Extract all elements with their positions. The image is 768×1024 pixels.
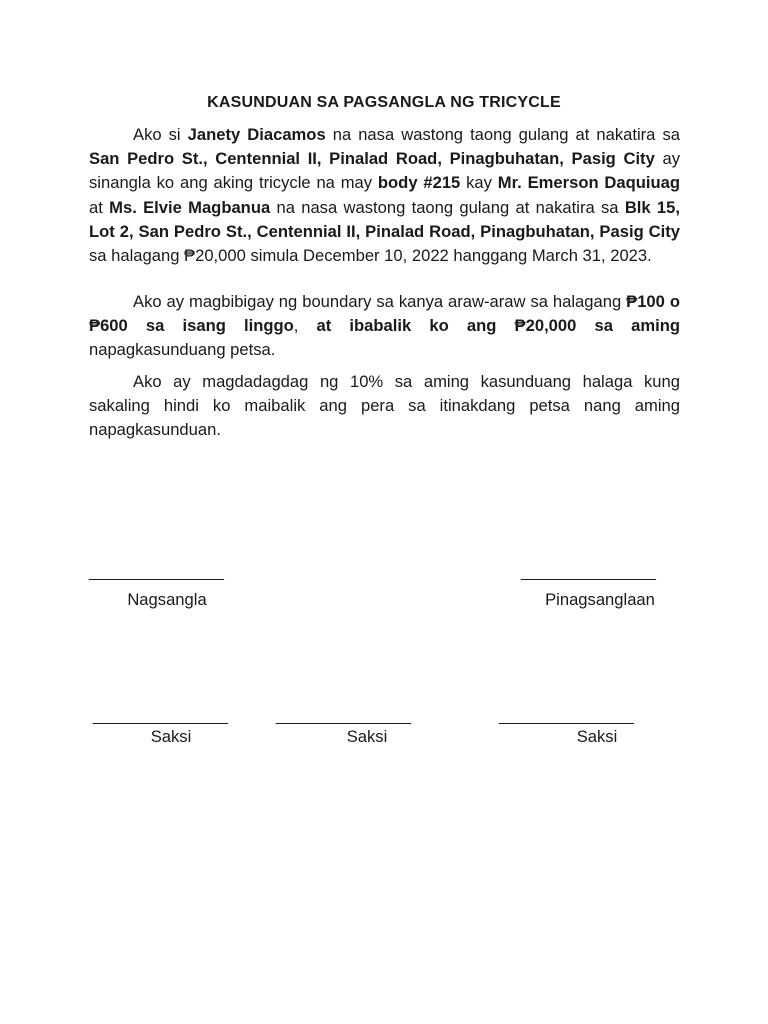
p1-text-4: kay [460,173,498,193]
p1-text-1: Ako si [133,125,188,144]
pledgor-address: San Pedro St., Centennial II, Pinalad Road, Pinagbuhatan, Pasig City [89,149,655,169]
return-amount-text: at ibabalik ko ang ₱20,000 sa aming [316,316,680,336]
boundary-amounts: ₱100 o ₱600 sa isang linggo [89,292,680,336]
witness-1-signature-line: ________________ [93,708,228,725]
witness-2-label: Saksi [346,727,388,746]
pledgee-name-2: Ms. Elvie Magbanua [109,197,271,217]
tricycle-body-number: body #215 [377,173,461,193]
paragraph-2 [89,290,680,363]
p2-text-1: Ako ay magbibigay ng boundary sa kanya araw-araw sa halagang [133,292,627,311]
paragraph-3 [89,370,680,443]
pledgor-name: Janety Diacamos [187,125,326,144]
p1-text-6: na nasa wastong taong gulang at nakatira sa [270,197,625,217]
p1-text-7: sa halagang ₱20,000 simula December 10, 2022 hanggang March 31, 2023. [89,246,652,266]
witness-3-label: Saksi [576,727,618,746]
pledgee-label: Pinagsanglaan [545,590,655,609]
paragraph-1 [89,123,680,268]
witness-1-label: Saksi [150,727,192,746]
pledgor-signature-line: ________________ [89,564,224,581]
pledgee-address: Blk 15, Lot 2, San Pedro St., Centennial II, Pinalad Road, Pinagbuhatan, Pasig City [89,197,680,241]
p2-text-2: , [293,316,317,336]
witness-2-signature-line: ________________ [276,708,411,725]
witness-3-signature-line: ________________ [499,708,634,725]
p2-text-3: napagkasunduang petsa. [89,340,276,360]
pledgor-label: Nagsangla [127,590,207,609]
pledgee-name-1: Mr. Emerson Daquiuag [497,173,681,193]
p1-text-5: at [89,197,110,217]
p1-text-3: ay sinangla ko ang aking tricycle na may [89,149,680,193]
p1-text-2: na nasa wastong taong gulang at nakatira sa [325,125,680,144]
pledgee-signature-line: ________________ [521,564,656,581]
p3-text: Ako ay magdadagdag ng 10% sa aming kasunduang halaga kung sakaling hindi ko maibalik ang pera sa itinakdang petsa nang aming napagkasunduan. [89,372,680,440]
document-title: KASUNDUAN SA PAGSANGLA NG TRICYCLE [207,94,561,111]
